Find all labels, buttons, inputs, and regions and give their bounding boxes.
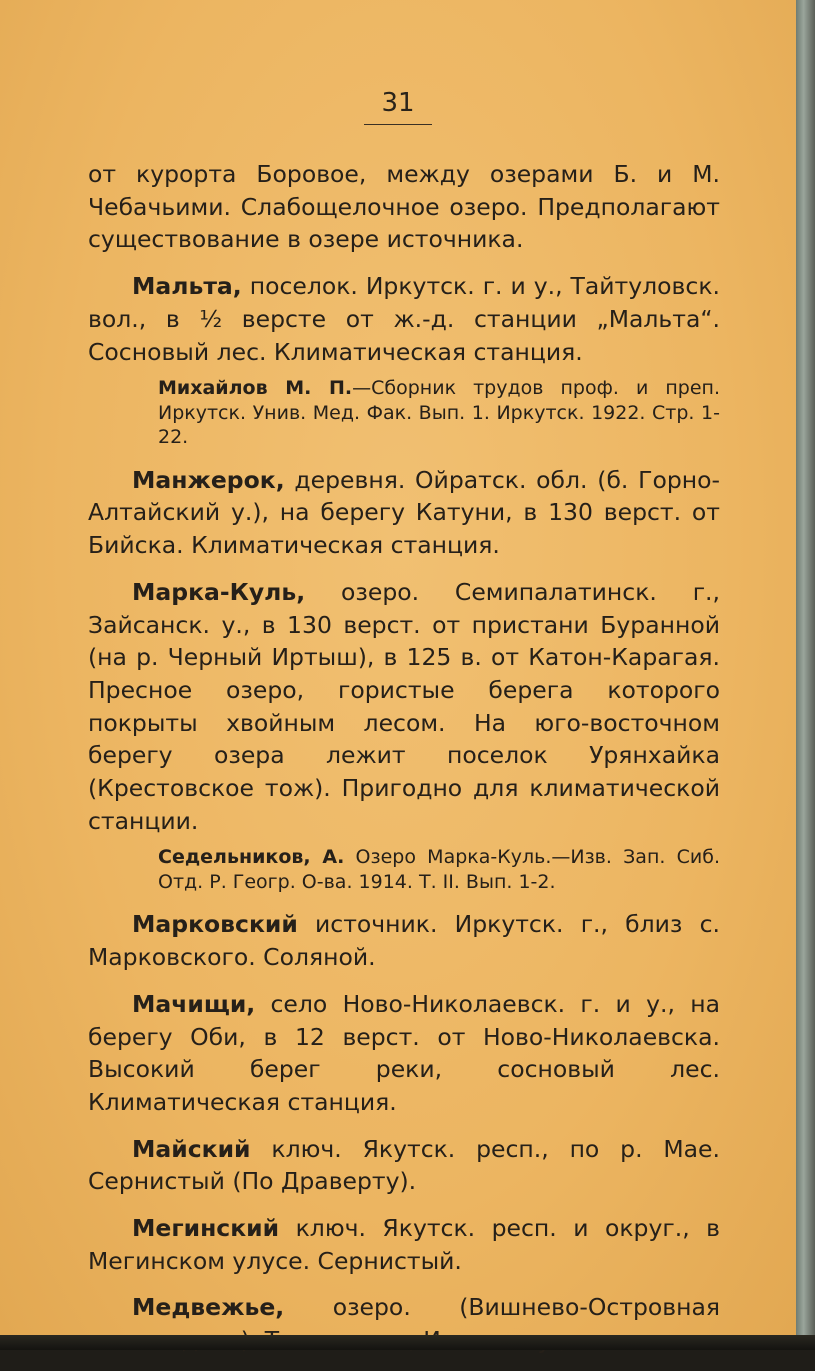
entry-text: деревня. Ойратск. обл. (б. Горно-Алтайский у.), на берегу Катуни, в 130 верст. от Бийска. Климатическая станция. <box>88 465 720 560</box>
reference-text: Озеро Марка-Куль.—Изв. Зап. Сиб. Отд. Р. Геогр. О-ва. 1914. Т. II. Вып. 1-2. <box>158 846 720 893</box>
entry-term: Марка-Куль, <box>132 577 306 606</box>
page-number-rule <box>364 124 432 125</box>
entry-text: озеро. Семипалатинск. г., Зайсанск. у., в 130 верст. от пристани Буранной (на р. Черный Иртыш), в 125 в. от Катон-Карагая. Пресное озеро, гористые берега которого покрыты хвойным лесом. На юго-восточном берегу озера лежит поселок Урянхайка (Крестовское тож). Пригодно для климатической станции. <box>88 577 720 835</box>
reference-mikhailov <box>158 376 720 450</box>
entry-text: ключ. Якутск. респ. и округ., в Мегинском улусе. Сернистый. <box>88 1214 720 1275</box>
entry-term: Майский <box>132 1134 251 1163</box>
reference-text: —Сборник трудов проф. и преп. Иркутск. Унив. Мед. Фак. Вып. 1. Иркутск. 1922. Стр. 1-22. <box>158 377 720 449</box>
entry-text: источник. Иркутск. г., близ с. Марковского. Соляной. <box>88 910 720 972</box>
entry-manzherok <box>88 464 720 562</box>
page-content <box>88 158 720 1371</box>
entry-term: Медвежье, <box>132 1293 285 1322</box>
entry-text: поселок. Иркутск. г. и у., Тайтуловск. вол., в ½ версте от ж.-д. станции „Мальта“. Сосновый лес. Климатическая станция. <box>88 272 720 366</box>
entry-text: озеро. (Вишнево-Островная <box>332 1293 720 1322</box>
entry-term: Манжерок, <box>132 465 285 494</box>
entry-maysky <box>88 1133 720 1198</box>
entry-marka-kul <box>88 576 720 838</box>
entry-continuation <box>88 158 720 256</box>
entry-meginsky <box>88 1212 720 1277</box>
scan-edge-right <box>796 0 815 1350</box>
entry-term: Марковский <box>132 910 298 939</box>
entry-term: Мегинский <box>132 1214 280 1243</box>
reference-author: Михайлов М. П. <box>158 377 353 400</box>
entry-markovsky <box>88 908 720 973</box>
page-number: 31 <box>381 88 415 118</box>
entry-text: село Ново-Николаевск. г. и у., на берегу Оби, в 12 верст. от Ново-Николаевска. Высокий берег реки, сосновый лес. Климатическая станция. <box>88 989 720 1116</box>
entry-term: Мальта, <box>132 272 242 301</box>
entry-malta <box>88 270 720 368</box>
reference-sedelnikov <box>158 845 720 894</box>
entry-text: от курорта Боровое, между озерами Б. и М. Чебачьими. Слабощелочное озеро. Предполагают существование в озере источника. <box>88 160 720 254</box>
reference-author: Седельников, А. <box>158 846 345 869</box>
entry-term: Мачищи, <box>132 989 256 1018</box>
entry-machishchi <box>88 988 720 1119</box>
scan-edge-bottom <box>0 1335 815 1350</box>
entry-text: ключ. Якутск. респ., по р. Мае. Сернистый (По Драверту). <box>88 1134 720 1196</box>
